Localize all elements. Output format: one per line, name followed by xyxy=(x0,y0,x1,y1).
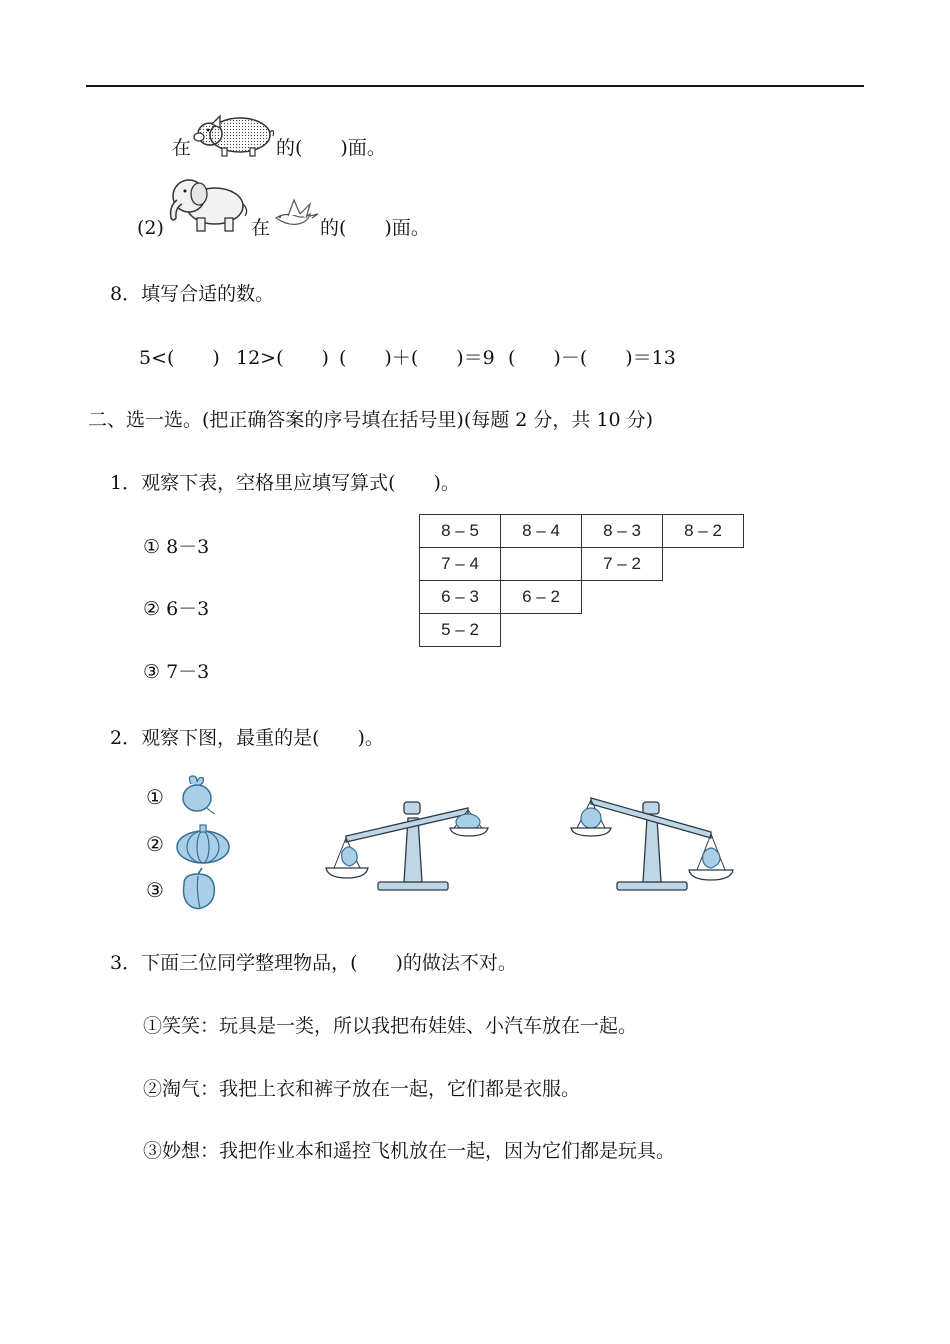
section-2-heading: 二、选一选。(把正确答案的序号填在括号里)(每题 2 分，共 10 分) xyxy=(88,409,654,431)
q3-title: 3．下面三位同学整理物品，( )的做法不对。 xyxy=(110,952,517,974)
pig-icon xyxy=(190,110,276,160)
subtraction-table xyxy=(419,514,744,647)
q8-item-2: 12>( ) xyxy=(236,347,329,369)
elephant-icon xyxy=(163,174,251,236)
balance-scale-2 xyxy=(565,788,740,898)
pumpkin-icon xyxy=(174,822,232,866)
q1-option-2: ② 6－3 xyxy=(143,598,210,620)
blank-cell xyxy=(501,548,582,581)
table-cell: 6 – 2 xyxy=(501,581,582,614)
bird-icon xyxy=(270,196,320,236)
q7-line2-number: (2) xyxy=(137,217,164,239)
table-cell: 6 – 3 xyxy=(420,581,501,614)
pepper-icon xyxy=(176,866,220,912)
turnip-icon xyxy=(177,774,217,818)
q1-title: 1．观察下表，空格里应填写算式( )。 xyxy=(110,472,460,494)
table-cell: 8 – 2 xyxy=(663,515,744,548)
q8-item-4: ( )－( )＝13 xyxy=(508,347,676,369)
header-rule xyxy=(86,85,864,87)
q8-item-1: 5<( ) xyxy=(139,347,220,369)
table-cell: 8 – 3 xyxy=(582,515,663,548)
q2-mark-2: ② xyxy=(146,832,164,856)
q7-line1-suffix: 的( )面。 xyxy=(276,137,386,159)
q2-mark-3: ③ xyxy=(146,878,164,902)
q7-line2-mid: 在 xyxy=(251,217,271,239)
table-cell: 7 – 4 xyxy=(420,548,501,581)
q8-item-3: ( )＋( )＝9 xyxy=(339,347,495,369)
q1-option-3: ③ 7－3 xyxy=(143,661,210,683)
q7-line2-suffix: 的( )面。 xyxy=(320,217,430,239)
q2-mark-1: ① xyxy=(146,785,164,809)
balance-scale-1 xyxy=(322,788,502,898)
table-cell: 8 – 4 xyxy=(501,515,582,548)
q1-option-1: ① 8－3 xyxy=(143,536,210,558)
q7-line1-prefix: 在 xyxy=(172,137,192,159)
table-cell: 8 – 5 xyxy=(420,515,501,548)
table-cell: 5 – 2 xyxy=(420,614,501,647)
q3-option-3: ③妙想：我把作业本和遥控飞机放在一起，因为它们都是玩具。 xyxy=(143,1140,676,1162)
q8-title: 8．填写合适的数。 xyxy=(110,283,275,305)
q3-option-1: ①笑笑：玩具是一类，所以我把布娃娃、小汽车放在一起。 xyxy=(143,1015,638,1037)
table-cell: 7 – 2 xyxy=(582,548,663,581)
q3-option-2: ②淘气：我把上衣和裤子放在一起，它们都是衣服。 xyxy=(143,1078,581,1100)
q2-title: 2．观察下图，最重的是( )。 xyxy=(110,727,384,749)
